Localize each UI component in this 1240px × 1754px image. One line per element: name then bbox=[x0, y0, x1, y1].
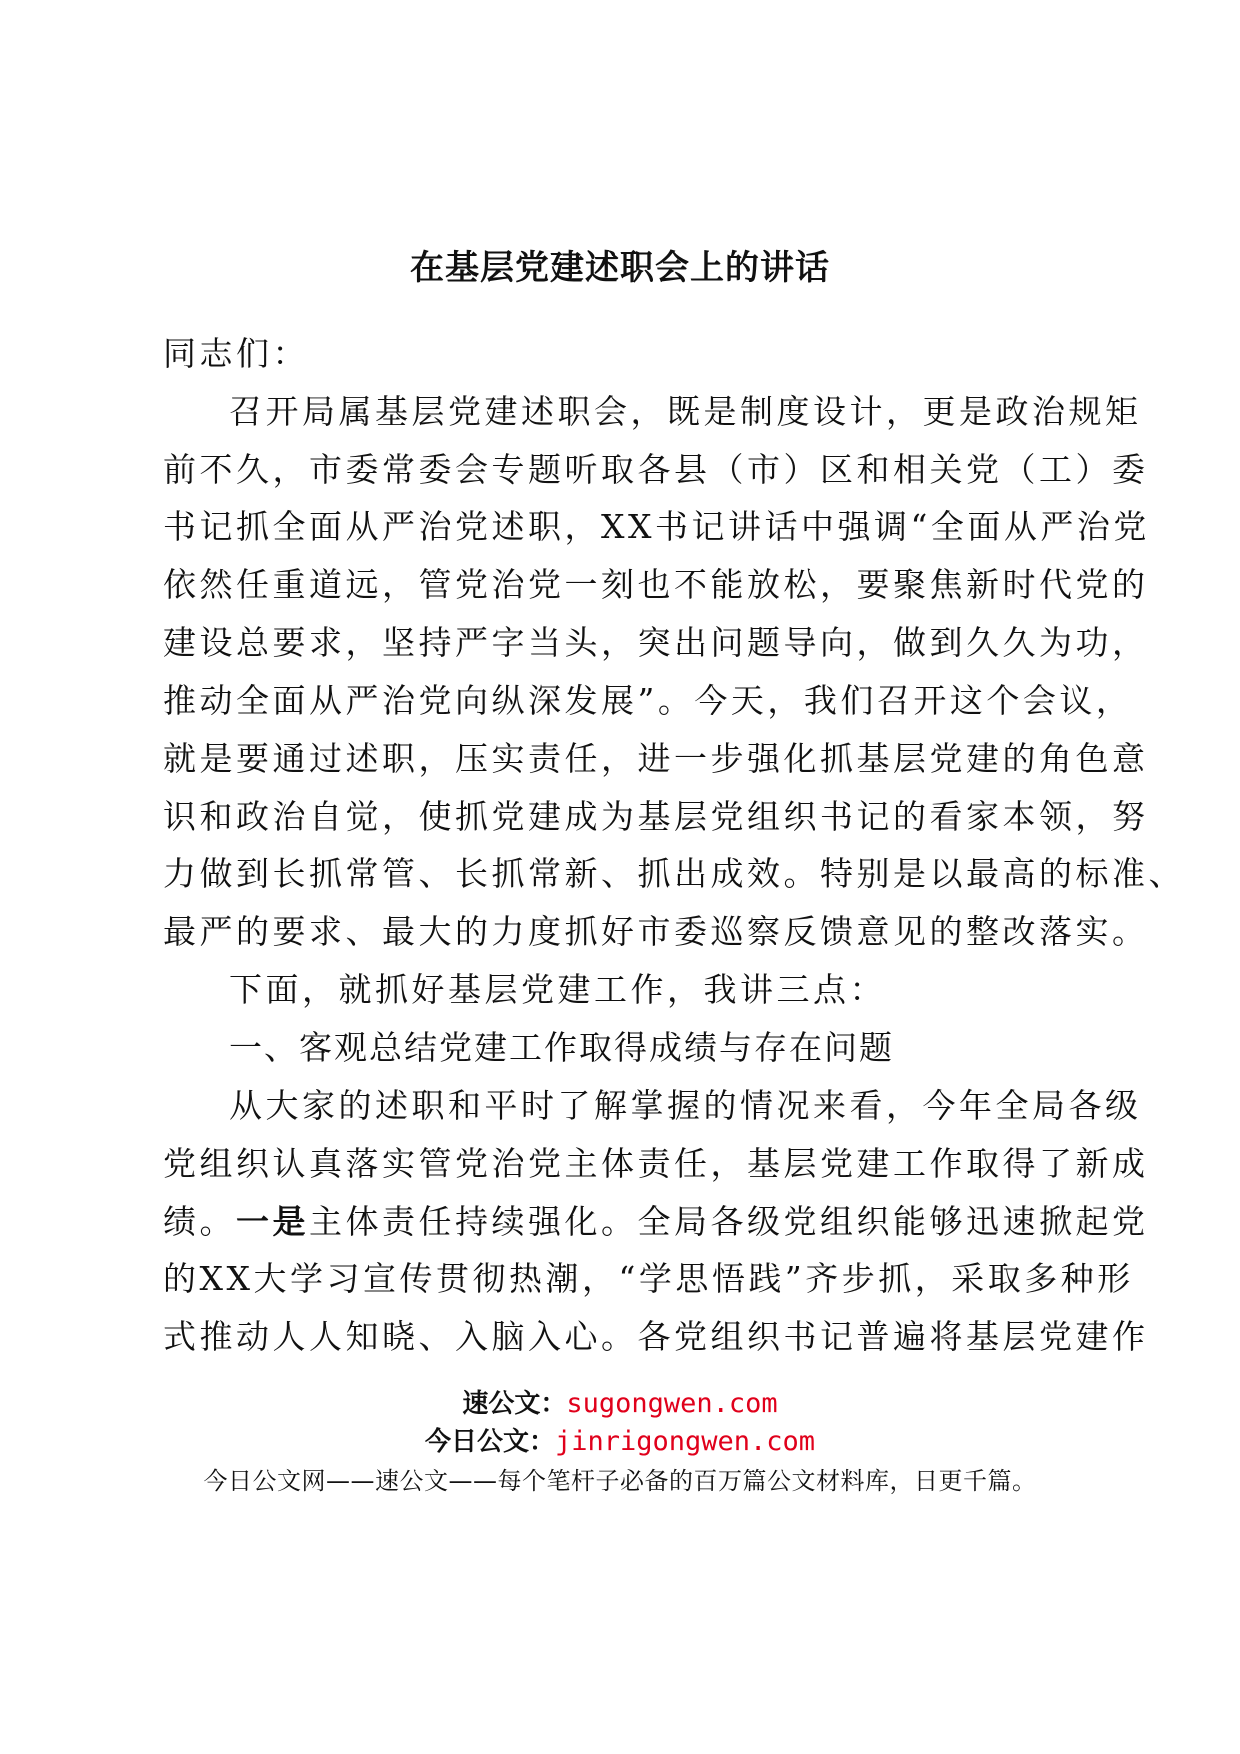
paragraph-line: 书记抓全面从严治党述职，XX书记讲话中强调“全面从严治党 bbox=[163, 507, 1150, 546]
footer-slogan: 今日公文网——速公文——每个笔杆子必备的百万篇公文材料库，日更千篇。 bbox=[203, 1467, 1037, 1495]
paragraph-line: 建设总要求，坚持严字当头，突出问题导向，做到久久为功， bbox=[163, 623, 1149, 662]
section-heading: 一、客观总结党建工作取得成绩与存在问题 bbox=[229, 1028, 894, 1067]
paragraph-text: 主体责任持续强化。全局各级党组织能够迅速掀起党 bbox=[309, 1202, 1149, 1241]
paragraph-line bbox=[163, 1202, 1149, 1242]
paragraph-line: 的XX大学习宣传贯彻热潮，“学思悟践”齐步抓，采取多种形 bbox=[163, 1259, 1134, 1298]
paragraph-line: 推动全面从严治党向纵深发展”。今天，我们召开这个会议， bbox=[163, 681, 1133, 720]
paragraph-line: 党组织认真落实管党治党主体责任，基层党建工作取得了新成 bbox=[163, 1144, 1149, 1183]
paragraph-line: 召开局属基层党建述职会，既是制度设计，更是政治规矩 bbox=[229, 392, 1142, 431]
footer-link-sugongwen[interactable]: sugongwen.com bbox=[566, 1388, 778, 1419]
paragraph-line: 最严的要求、最大的力度抓好市委巡察反馈意见的整改落实。 bbox=[163, 912, 1149, 951]
paragraph-line: 就是要通过述职，压实责任，进一步强化抓基层党建的角色意 bbox=[163, 739, 1149, 778]
emphasis-text: 一是 bbox=[236, 1202, 309, 1241]
paragraph-text: 绩。 bbox=[163, 1202, 236, 1241]
document-title: 在基层党建述职会上的讲话 bbox=[410, 248, 830, 288]
paragraph-line: 依然任重道远，管党治党一刻也不能放松，要聚焦新时代党的 bbox=[163, 565, 1149, 604]
paragraph-line: 前不久，市委常委会专题听取各县（市）区和相关党（工）委 bbox=[163, 450, 1149, 489]
paragraph-line: 力做到长抓常管、长抓常新、抓出成效。特别是以最高的标准、 bbox=[163, 854, 1185, 893]
paragraph-line: 从大家的述职和平时了解掌握的情况来看，今年全局各级 bbox=[229, 1086, 1142, 1125]
paragraph-line: 式推动人人知晓、入脑入心。各党组织书记普遍将基层党建作 bbox=[163, 1317, 1149, 1356]
footer-link-jinrigongwen[interactable]: jinrigongwen.com bbox=[554, 1426, 816, 1457]
paragraph-line: 下面，就抓好基层党建工作，我讲三点： bbox=[229, 970, 886, 1009]
footer-label: 速公文： bbox=[462, 1389, 567, 1419]
footer-label: 今日公文： bbox=[424, 1427, 555, 1457]
salutation: 同志们： bbox=[163, 334, 309, 373]
footer-line-1 bbox=[0, 1383, 1240, 1420]
footer-line-2 bbox=[0, 1421, 1240, 1458]
paragraph-line: 识和政治自觉，使抓党建成为基层党组织书记的看家本领，努 bbox=[163, 797, 1149, 836]
